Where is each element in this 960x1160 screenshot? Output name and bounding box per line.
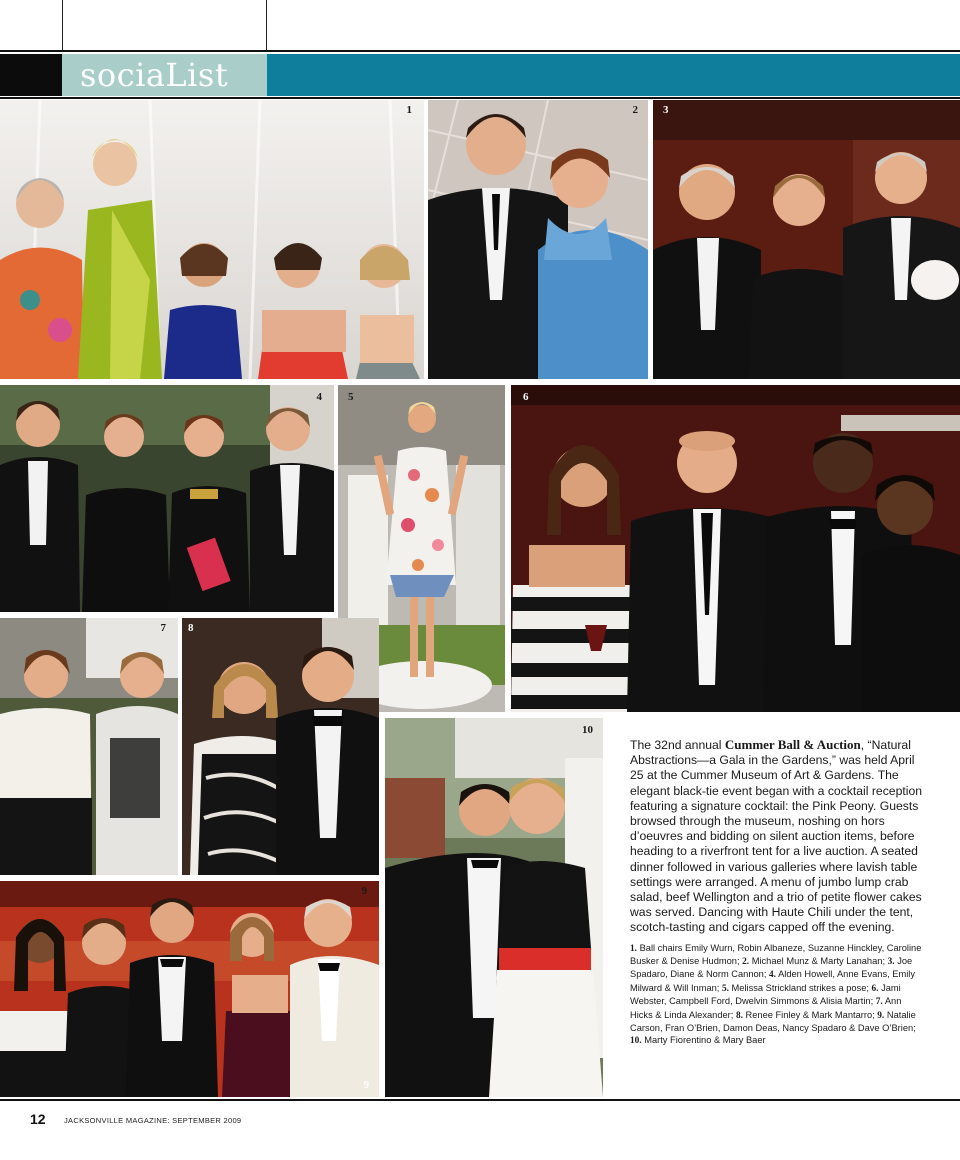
caption-num: 4.	[769, 970, 776, 981]
header-bottom-rule	[0, 97, 960, 99]
photo-6	[511, 385, 960, 712]
photo-1-number: 1	[406, 104, 412, 116]
photo-4-number: 4	[316, 391, 322, 403]
caption-num: 9.	[877, 1010, 885, 1021]
article-text-block	[630, 737, 922, 1048]
photo-4	[0, 385, 334, 612]
article-body	[630, 737, 922, 936]
photo-5-number: 5	[348, 391, 354, 403]
photo-9-image	[0, 881, 379, 1097]
caption-text: Natalie Carson, Fran O’Brien, Damon Deas, Nancy Spadaro & Dave O’Brien;	[630, 1009, 916, 1034]
caption-text: Ball chairs Emily Wurn, Robin Albaneze, Suzanne Hinckley, Caroline Busker & Denise Hudmon;	[630, 942, 922, 967]
header-teal-bar	[267, 54, 960, 96]
top-margin-line-left	[62, 0, 63, 50]
photo-1	[0, 100, 424, 379]
header-black-block	[0, 54, 62, 96]
caption-num: 8.	[735, 1010, 743, 1021]
caption-num: 10.	[630, 1036, 642, 1047]
header-top-rule	[0, 50, 960, 52]
caption-num: 2.	[742, 957, 750, 968]
photo-7-number: 7	[160, 622, 166, 634]
photo-10	[385, 718, 603, 1097]
photo-1-image	[0, 100, 424, 379]
caption-num: 1.	[630, 943, 637, 954]
caption-num: 6.	[871, 983, 879, 994]
caption-text: Melissa Strickland strikes a pose;	[728, 982, 872, 993]
photo-7	[0, 618, 178, 875]
photo-3-image	[653, 100, 960, 379]
caption-num: 3.	[887, 957, 895, 968]
photo-9-number-bottom: 9	[363, 1079, 369, 1091]
caption-text: Alden Howell, Anne Evans, Emily Milward & Will Inman;	[630, 969, 916, 993]
section-tag	[62, 54, 267, 96]
event-name: Cummer Ball & Auction	[724, 737, 861, 752]
caption-text: Michael Munz & Marty Lanahan;	[749, 956, 888, 967]
caption-text: Marty Fiorentino & Mary Baer	[641, 1035, 766, 1046]
page-number: 12	[30, 1111, 46, 1127]
article-intro-pre: The 32nd annual	[630, 738, 725, 752]
caption-num: 5.	[721, 983, 729, 994]
caption-text: Joe Spadaro, Diane & Norm Cannon;	[630, 956, 913, 980]
photo-9-number-top: 9	[361, 885, 367, 897]
article-intro-post: , “Natural Abstractions—a Gala in the Gardens,” was held April 25 at the Cummer Museum of Art & Gardens. The elegant black-tie event began with a cocktail reception featuring a signature cocktail: the Pink Peony. Guests browsed through the museum, noshing on hors d’oeuvres and bidding on silent auction items, before heading to a riverfront tent for a live auction. A seated dinner followed in various galleries where lavish table settings were arranged. A menu of jumbo lump crab salad, beef Wellington and a trio of petite flower cakes was served. Dancing with Haute Chili under the tent, scotch-tasting and cigars capped off the evening.	[630, 738, 923, 935]
photo-3-number: 3	[663, 104, 669, 116]
photo-9	[0, 881, 379, 1097]
photo-2-number: 2	[632, 104, 638, 116]
photo-2	[428, 100, 648, 379]
photo-8	[182, 618, 379, 875]
footer-rule	[0, 1099, 960, 1101]
photo-7-image	[0, 618, 178, 875]
photo-3	[653, 100, 960, 379]
photo-2-image	[428, 100, 648, 379]
caption-num: 7.	[875, 997, 883, 1008]
photo-4-image	[0, 385, 334, 612]
photo-6-number: 6	[523, 391, 529, 403]
photo-8-image	[182, 618, 379, 875]
caption-text: Jami Webster, Campbell Ford, Dwelvin Simmons & Alisia Martin;	[630, 982, 901, 1007]
photo-6-image	[511, 385, 960, 712]
top-margin-line-right	[266, 0, 267, 50]
photo-10-image	[385, 718, 603, 1097]
caption-text: Renee Finley & Mark Mantarro;	[742, 1009, 878, 1020]
publication-line: JACKSONVILLE MAGAZINE: SEPTEMBER 2009	[64, 1116, 242, 1125]
caption-text: Ann Hicks & Linda Alexander;	[630, 996, 902, 1020]
photo-10-number: 10	[582, 724, 593, 736]
photo-8-number: 8	[188, 622, 194, 634]
section-title: sociaList	[80, 56, 229, 94]
photo-captions	[630, 942, 922, 1048]
